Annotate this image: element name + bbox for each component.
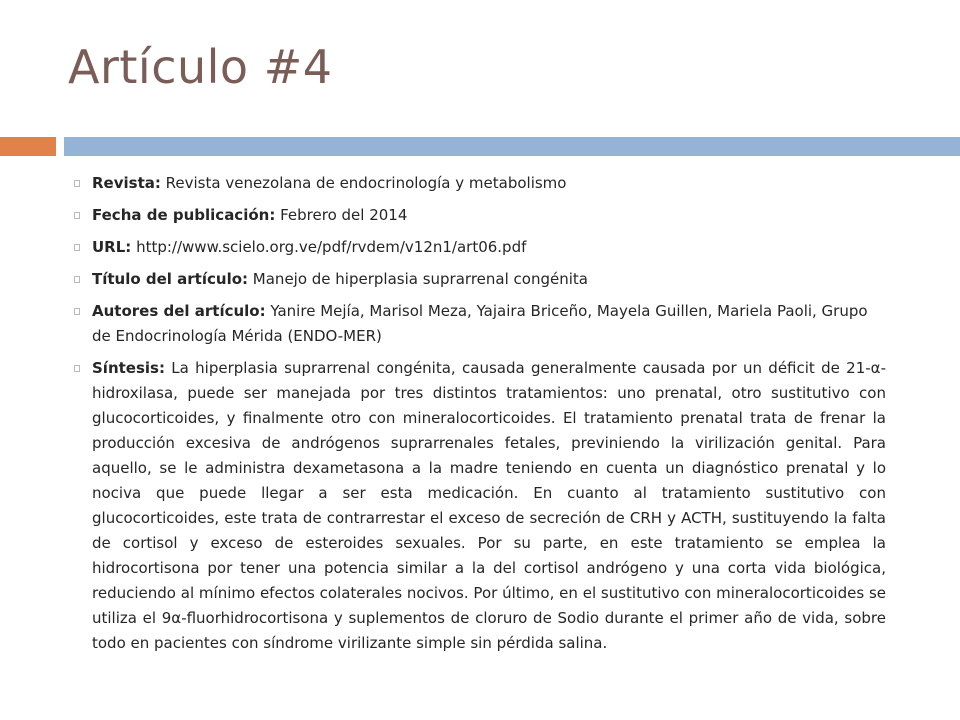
list-item-sintesis	[74, 356, 886, 656]
item-value: La hiperplasia suprarrenal congénita, causada generalmente causada por un déficit de 21-α-hidroxilasa, puede ser manejada por tres distintos tratamientos: uno prenatal, otro sustitutivo con glucocorticoides, y finalmente otro con mineralocorticoides. El tratamiento prenatal trata de frenar la producción excesiva de andrógenos suprarrenales fetales, previniendo la virilización genital. Para aquello, se le administra dexametasona a la madre teniendo en cuenta un diagnóstico prenatal y lo nociva que puede llegar a ser esta medicación. En cuanto al tratamiento sustitutivo con glucocorticoides, este trata de contrarrestar el exceso de secreción de CRH y ACTH, sustituyendo la falta de cortisol y exceso de esteroides sexuales. Por su parte, en este tratamiento se emplea la hidrocortisona por tener una potencia similar a la del cortisol andrógeno y una corta vida biológica, reduciendo al mínimo efectos colaterales nocivos. Por último, en el sustitutivo con mineralocorticoides se utiliza el 9α-fluorhidrocortisona y suplementos de cloruro de Sodio durante el primer año de vida, sobre todo en pacientes con síndrome virilizante simple sin pérdida salina.	[92, 359, 886, 652]
square-bullet-icon	[74, 180, 80, 187]
item-label: Síntesis:	[92, 359, 165, 377]
list-item-revista	[74, 171, 886, 196]
list-item-url	[74, 235, 886, 260]
item-label: Revista:	[92, 174, 161, 192]
title-accent-bar	[0, 137, 56, 156]
list-item-titulo	[74, 267, 886, 292]
slide-title: Artículo #4	[68, 40, 333, 94]
list-item-autores	[74, 299, 886, 349]
square-bullet-icon	[74, 276, 80, 283]
item-value: Manejo de hiperplasia suprarrenal congénita	[252, 270, 588, 288]
square-bullet-icon	[74, 244, 80, 251]
article-details-list	[74, 171, 886, 663]
item-value: Febrero del 2014	[280, 206, 408, 224]
item-label: Fecha de publicación:	[92, 206, 276, 224]
item-value: Yanire Mejía, Marisol Meza, Yajaira Briceño, Mayela Guillen, Mariela Paoli, Grupo de Endocrinología Mérida (ENDO-MER)	[92, 302, 868, 345]
square-bullet-icon	[74, 365, 80, 372]
item-label: Título del artículo:	[92, 270, 249, 288]
item-label: URL:	[92, 238, 132, 256]
title-divider-bar	[64, 137, 960, 156]
square-bullet-icon	[74, 308, 80, 315]
item-value: Revista venezolana de endocrinología y metabolismo	[165, 174, 567, 192]
square-bullet-icon	[74, 212, 80, 219]
item-value-url: http://www.scielo.org.ve/pdf/rvdem/v12n1/art06.pdf	[136, 238, 527, 256]
list-item-fecha	[74, 203, 886, 228]
item-label: Autores del artículo:	[92, 302, 266, 320]
